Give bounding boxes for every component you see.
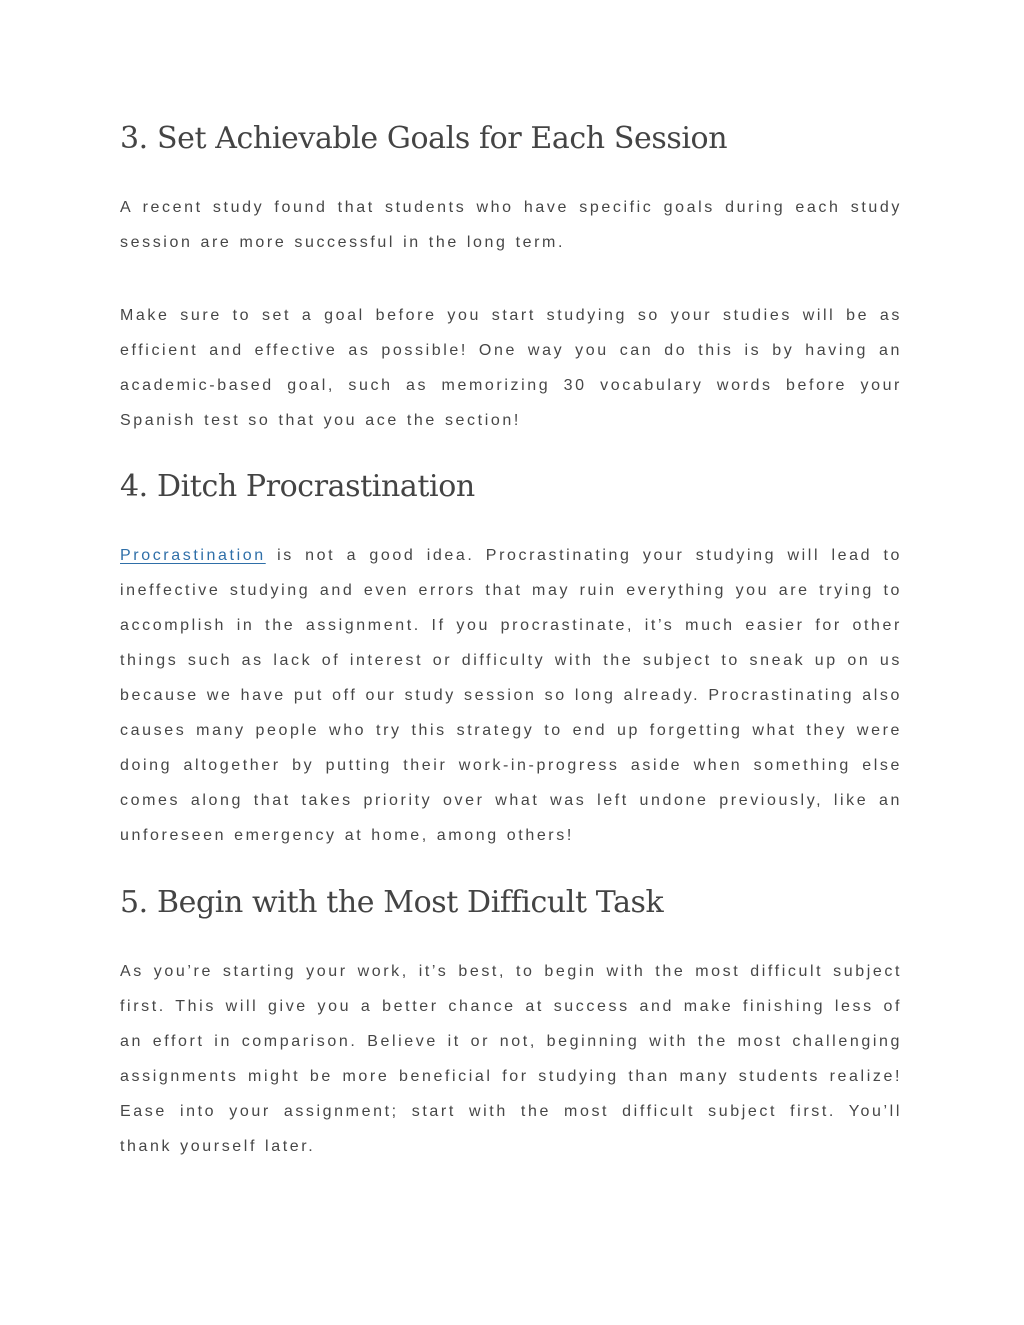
section5-paragraph: As you’re starting your work, it’s best, to begin with the most difficult subject first. This will give you a better chance at success and make finishing less of an effort in comparison. Believe it or not, beginning with the most challenging assignments might be more beneficial for studying than many students realize! Ease into your assignment; start with the most difficult subject first. You’ll thank yourself later. (120, 963, 902, 1155)
section-heading-set-achievable-goals: 3. Set Achievable Goals for Each Session (120, 121, 728, 156)
section-heading-begin-most-difficult: 5. Begin with the Most Difficult Task (120, 885, 664, 920)
procrastination-link[interactable]: Procrastination (120, 547, 266, 564)
section4-paragraph (120, 538, 902, 853)
section3-paragraph-2: Make sure to set a goal before you start studying so your studies will be as efficient and effective as possible! One way you can do this is by having an academic-based goal, such as memorizing 30 vocabulary words before your Spanish test so that you ace the section! (120, 307, 902, 429)
section-heading-ditch-procrastination: 4. Ditch Procrastination (120, 469, 475, 504)
section3-paragraph-1: A recent study found that students who have specific goals during each study session are more successful in the long term. (120, 199, 902, 251)
section4-paragraph-text: is not a good idea. Procrastinating your studying will lead to ineffective studying and even errors that may ruin everything you are trying to accomplish in the assignment. If you procrastinate, it’s much easier for other things such as lack of interest or difficulty with the subject to sneak up on us because we have put off our study session so long already. Procrastinating also causes many people who try this strategy to end up forgetting what they were doing altogether by putting their work-in-progress aside when something else comes along that takes priority over what was left undone previously, like an unforeseen emergency at home, among others! (120, 547, 902, 844)
